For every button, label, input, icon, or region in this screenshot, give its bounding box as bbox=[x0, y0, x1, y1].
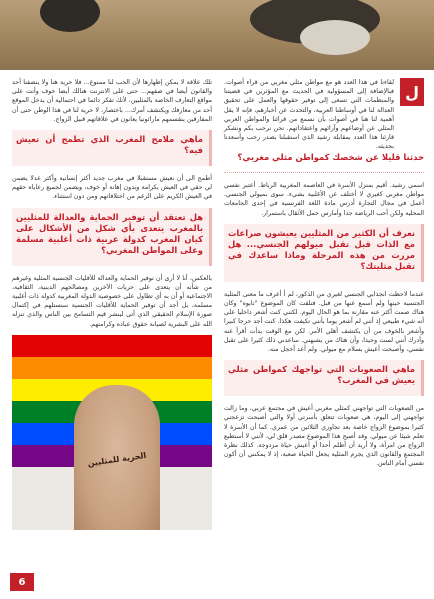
answer-1: اسمي رشيد. أقيم بمنزل الأسرة في العاصمة المغربية الرباط. أعتبر نفسي مواطن مغربي كغيري لا أختلف عن الأغلبية بشيء. سوى بميولي الجنسي. أعمل في مجال التجارة أدرس مادة اللغة الفرنسية في إحدى الجامعات المحلية ولكن أحب الرياضة جدا وأمارس حمل الأثقال باستمرار. bbox=[224, 182, 424, 217]
answer-4: أطمح الى أن نعيش مستقبلا في مغرب جديد أكثر إنسانية وأكثر عدلا يضمن لي حقي في العيش بكرامة وبدون إهانة أو خوف، ويضمن لجميع رعاياه حقهم في العيش الكريم على الرغم من اختلافاتهم ومن دون استثناء. bbox=[12, 175, 212, 201]
body-writing: الحرية للمثليين bbox=[87, 450, 147, 468]
question-3 bbox=[224, 360, 424, 396]
continued-paragraph: تلك علاقة لا يمكن إظهارها لأن الحب لنا ممنوع... فلا حرية هنا ولا ينصفنا أحد والقانون أيضا في صفهم... حتى على الانترنت هنالك أيضا خوف وأنت على مواقع التعارف الخاصة بالمثليين، لأنك تفكر دائما في احتمالية أن يدخل الموقع أحد من معارفك ويكتشف أمرك... باختصار، لا حرية لنا في هذا الوطن حتى أن المفارقين ينقسمهم ماراثونيا يعانون في علاقاتهم قبيل الزواج. bbox=[12, 79, 212, 123]
answer-2: عندما لاحظت انجذابي الجنسي لغيري من الذكور، لم أ أعرف ما معنى المثلية الجنسية حينها ولم أسمع عنها من قبل. فتلقت كان الموضوع "تابوه" وكان هناك صمت أكثر عنه مقارنة بما هو الحال اليوم. لكنني كنت أشعر داخليا على أنه شيء طبيعي إذ أنني لم أشعر يوما بأنني تكيفت هكذا. كنت أجد حرجا كبيرا وأشعر بالخوف من أن يكتشف أهلي الأمر. لكن مع الوقت بدأت أقرأ عنه وأدرك أنني لست وحيدا، وأن هناك من يشبهني. ساعدني ذلك كثيرا على تقبل نفسي، وأصبحت أعيش بسلام مع ميولي. ولم أعد أخجل منه. bbox=[224, 290, 424, 354]
question-3-text: ماهي الصعوبات التي تواجهك كمواطن مثلي يعيش في المغرب؟ bbox=[228, 364, 415, 386]
answer-3: من الصعوبات التي تواجهني كمثلي مغربي أعيش في مجتمع عربي، وما زالت تواجهني إلى اليوم، هي صعوبات تتعلق بأسرتي أولا والتي أصبحت تزعجني كثيرا بموضوع الزواج خاصة بعد تجاوزي الثلاثين من عمري. كما أن الأسرة لا تعلم شيئا عن ميولي. وقد أصبح هذا الموضوع مصدر قلق لي، لأنني لا أستطيع الزواج من امرأة، ولا أريد أن أظلم أحدا أو أعيش حياة مزدوجة. كذلك نظرة المجتمع والقانون الذي يجرم المثلية يجعل الحياة صعبة، إذ لا يمكنني أن أكون نفسي أمام الناس. bbox=[224, 405, 424, 468]
answer-5: بالعكس، أنا لا أرى أن توفير الحماية والعدالة للأقليات الجنسية المثلية وغيرهم من شأنه أن يتعدى على حريات الآخرين ومصالحهم الدينية، الثقافية، الاجتماعية أو أن به أي تطاول على خصوصية الدولة المغربية كدولة ذات أغلبية مسلمة، بل أجد أن توفير الحماية للأقليات الجنسية سنستلهم في إكتمال صورة الإسلام الحقيقي الذي أتى لينشر قيم التسامح بين الناس والذي تنزله الله على البشرية لصيانة حقوق عباده وكرامتهم. bbox=[12, 274, 212, 328]
question-1 bbox=[224, 152, 424, 173]
question-4-text: ماهي ملامح المغرب الذي تطمح أن تعيش فيه؟ bbox=[16, 134, 203, 156]
flag-stripe bbox=[12, 357, 212, 379]
question-2-text: نعرف أن الكثير من المثليين يعيشون صراعات مع الذات قبل تقبل ميولهم الجنسي... هل مررت من هذه المرحلة وماذا ساعدك في تقبل مثليتك؟ bbox=[228, 227, 415, 271]
question-5-text: هل تعتقد أن توفير الحماية والعدالة للمثليين بالمغرب يتعدى بأي شكل من الأشكال على كيان المغرب كدولة عربية ذات أغلبية مسلمة وعلى المواطن المغربي؟ bbox=[16, 211, 203, 255]
right-column bbox=[224, 78, 424, 475]
question-1-text: حدثنا قليلا عن شخصك كمواطن مثلي مغربي؟ bbox=[237, 152, 424, 162]
left-column bbox=[12, 78, 212, 536]
intro-block bbox=[224, 78, 424, 151]
shoe-shape bbox=[40, 0, 100, 32]
rainbow-flag-photo bbox=[12, 335, 212, 530]
page-number: 6 bbox=[10, 573, 34, 591]
question-5 bbox=[12, 208, 212, 266]
question-2 bbox=[224, 224, 424, 282]
section-badge: ل bbox=[400, 78, 424, 106]
sneaker-shape bbox=[300, 20, 370, 55]
intro-paragraph: لقاءنا في هذا العدد هو مع مواطن مثلي مغربي من قراء أصوات. فبالإضافة إلى المسؤولية في الحديث مع المؤثرين في قضيتنا والمنظمات التي تسعى إلى توفير حقوقها والعمل على تحقيق العدالة لنا في أوساطنا العربية، والتحدث عن أخبارهم، فإنه لا يقل أهمية لنا هنا في أصوات بأن نسمع من قرائنا والمواطن العربي المثلي عن أوضاعهم وآرائهم واعتقاداتهم. نحن نرحب بكم ونشكر قارئنا هذا العدد بمقابلة رشيد الذي استقبلنا بصدر رحب وأسعدنا بحديثه. bbox=[224, 79, 394, 151]
top-photo bbox=[0, 0, 434, 70]
question-4 bbox=[12, 130, 212, 166]
flag-stripe bbox=[12, 335, 212, 357]
